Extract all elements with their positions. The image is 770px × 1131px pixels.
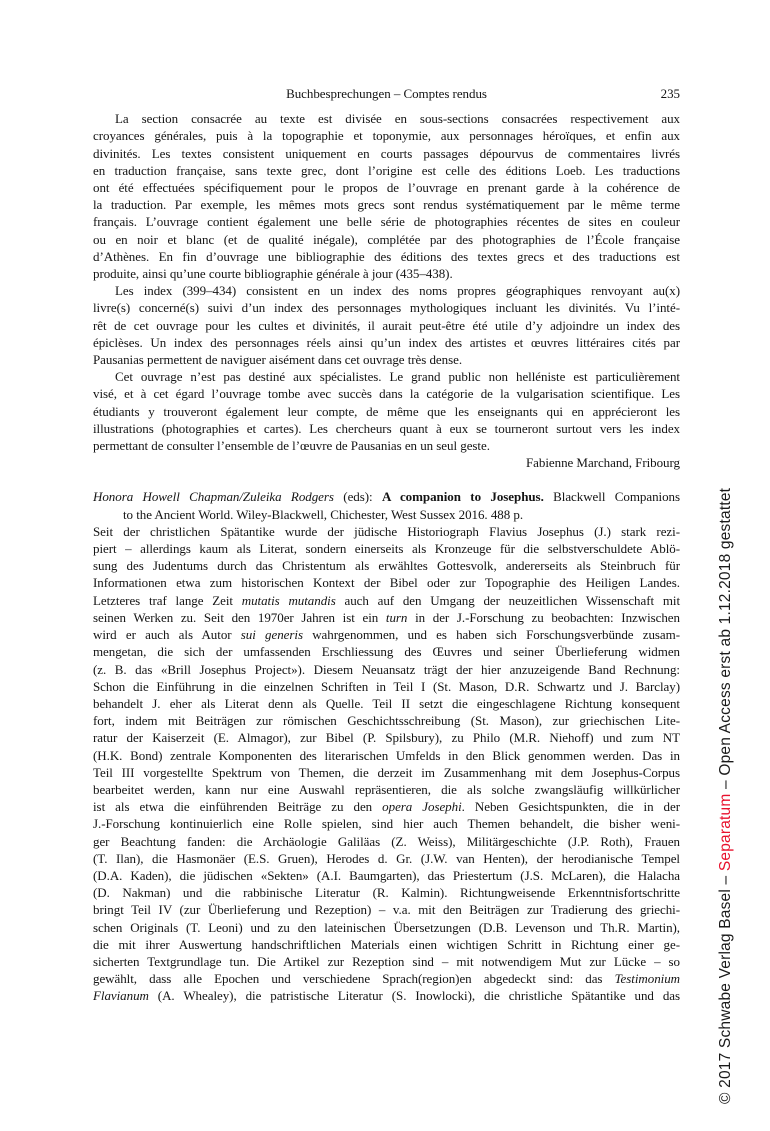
text-line: Pausanias permettent de naviguer aisément dans cet ouvrage très dense. bbox=[93, 352, 463, 368]
paragraph-2 bbox=[93, 282, 680, 368]
text-line: (D. Nakman) und die rabbinische Literatur (R. Kalmin). Richtungweisende Erkenntnisfortschritte bbox=[93, 885, 680, 901]
text-line: étudiants y trouveront également leur compte, de même que les enseignants qui en apprécieront les bbox=[93, 403, 680, 419]
text-line: La section consacrée au texte est divisée en sous-sections consacrées respectivement aux bbox=[115, 111, 680, 127]
text-line: sicherten Textgrundlage tun. Die Artikel zur Rezeption sind – mit notwendigem Mut zur Lücke – so bbox=[93, 953, 680, 969]
text-line: illustrations (photographies et cartes). Les chercheurs quant à eux se tourneront surtout vers les index bbox=[93, 420, 680, 436]
book-citation bbox=[93, 488, 680, 522]
text-line: Honora Howell Chapman/Zuleika Rodgers (eds): A companion to Josephus. Blackwell Companions bbox=[93, 489, 680, 505]
text-line: produite, ainsi qu’une courte bibliographie générale à jour (435–438). bbox=[93, 266, 453, 282]
text-line: (T. Ilan), die Hasmonäer (E.S. Gruen), Herodes d. Gr. (J.W. van Henten), der herodianische Tempel bbox=[93, 850, 680, 866]
text-line: schen Originals (T. Leoni) und zu den lateinischen Übersetzungen (D.B. Levenson und Th.R. Martin), bbox=[93, 919, 680, 935]
text-line: permettant de consulter l’ensemble de l’œuvre de Pausanias en un seul geste. bbox=[93, 438, 490, 454]
text-line: en traduction française, sans texte grec, dont l’origine est celle des éditions Loeb. Les traductions bbox=[93, 162, 680, 178]
copyright-text-left: © 2017 Schwabe Verlag Basel – bbox=[717, 871, 734, 1104]
page-number: 235 bbox=[660, 86, 680, 101]
text-line: Les index (399–434) consistent en un index des noms propres géographiques renvoyant au(x) bbox=[115, 283, 680, 299]
text-line: J.-Forschung kontinuierlich eine Rolle spielen, sind hier auch Themen behandelt, die bisher weni- bbox=[93, 816, 680, 832]
copyright-sidebar bbox=[716, 488, 735, 1104]
text-line: ont été effectuées spécifiquement pour le propos de l’ouvrage en prenant garde à la cohérence de bbox=[93, 180, 680, 196]
running-head: Buchbesprechungen – Comptes rendus bbox=[286, 86, 487, 101]
text-line: gewählt, dass alle Epochen und verschiedene Sprach(region)en abgedeckt sind: das Testimonium bbox=[93, 971, 680, 987]
text-line: Schon die Einführung in die einzelnen Schriften in Teil I (St. Mason, D.R. Schwartz und J. Barclay) bbox=[93, 678, 680, 694]
text-line: Informationen etwa zum historischen Kontext der Bibel oder zur Topographie des Heiligen Landes. bbox=[93, 575, 680, 591]
text-line: (z. B. das «Brill Josephus Project»). Diesem Neuansatz trägt der hier anzuzeigende Band Rechnung: bbox=[93, 661, 680, 677]
paragraph-1 bbox=[93, 110, 680, 282]
text-line: Cet ouvrage n’est pas destiné aux spécialistes. Le grand public non helléniste est particulièrement bbox=[115, 369, 680, 385]
text-line: Seit der christlichen Spätantike wurde der jüdische Historiograph Flavius Josephus (J.) stark rezi- bbox=[93, 523, 680, 539]
text-line: Flavianum (A. Whealey), die patristische Literatur (S. Inowlocki), die christliche Spätantike und das bbox=[93, 988, 680, 1004]
text-line: seinen Werken zu. Seit den 1970er Jahren ist ein turn in der J.-Forschung zu beobachten: Inzwischen bbox=[93, 609, 680, 625]
reviewer-signature: Fabienne Marchand, Fribourg bbox=[525, 455, 680, 471]
review-josephus bbox=[93, 488, 680, 1004]
text-line: Letzteres traf lange Zeit mutatis mutandis auch auf den Umgang der neuzeitlichen Wissenschaft mit bbox=[93, 592, 681, 608]
paragraph-3 bbox=[93, 368, 680, 454]
text-line: français. L’ouvrage contient également une belle série de photographies récentes de sites en couleur bbox=[93, 214, 680, 230]
text-line: ist als etwa die einführenden Beiträge zu den opera Josephi. Neben Gesichtspunkten, die in der bbox=[93, 799, 680, 815]
text-line: wird er auch als Autor sui generis wahrgenommen, und es haben sich Forschungsverbünde zusam- bbox=[93, 627, 680, 643]
review-body bbox=[93, 523, 680, 1005]
text-line: croyances générales, puis à la topographie et toponymie, aux personnages héroïques, et enfin aux bbox=[93, 128, 680, 144]
text-line: behandelt J. eher als Literat denn als Quelle. Teil II setzt die eingeschlagene Richtung konsequent bbox=[93, 695, 680, 711]
text-line: to the Ancient World. Wiley-Blackwell, Chichester, West Sussex 2016. 488 p. bbox=[123, 506, 524, 522]
text-line: visé, et à cet égard l’ouvrage tombe avec succès dans la catégorie de la vulgarisation scientifique. Les bbox=[93, 386, 680, 402]
text-line: fort, indem mit Beiträgen zur römischen Geschichtsschreibung (St. Mason), zur griechischen Lite- bbox=[93, 713, 680, 729]
text-line: Teil III vorgestellte Spektrum von Themen, die derzeit im Zusammenhang mit dem Josephus-Corpus bbox=[93, 764, 680, 780]
text-line: la traduction. Par exemple, les mêmes mots grecs sont rendus systématiquement par le même terme bbox=[93, 197, 680, 213]
separatum-label: Separatum bbox=[717, 793, 734, 872]
text-line: rêt de cet ouvrage pour les cultes et divinités, il aurait peut-être été utile d’y adjoindre un index des bbox=[93, 317, 680, 333]
review-pausanias bbox=[93, 110, 680, 471]
copyright-text-right: – Open Access erst ab 1.12.2018 gestattet bbox=[717, 487, 734, 794]
text-line: ratur der Kaiserzeit (E. Almagor), zur Bibel (P. Spilsbury), zu Philo (M.R. Niehoff) und zum NT bbox=[93, 730, 680, 746]
text-line: ger Beachtung fanden: die Archäologie Galiläas (Z. Weiss), Militärgeschichte (J.P. Roth), Frauen bbox=[93, 833, 680, 849]
text-line: livre(s) concerné(s) suivi d’un index des personnages mythologiques incluant les divinités. Vu l’inté- bbox=[93, 300, 680, 316]
text-line: épiclèses. Un index des personnages réels ainsi qu’un index des artistes et œuvres littéraires cités par bbox=[93, 334, 680, 350]
text-line: sung des Judentums durch das Christentum als erwähltes Gottesvolk, andererseits als Steinbruch für bbox=[93, 558, 680, 574]
text-line: piert – allerdings kaum als Literat, sondern einerseits als Kronzeuge für die selbstverschuldete Ablö- bbox=[93, 541, 680, 557]
text-line: ou en noir et blanc (et de qualité inégale), complétée par des photographies de l’École française bbox=[93, 231, 680, 247]
text-line: mengetan, die sich der umfassenden Erschliessung des Œuvres und seiner Überlieferung widmen bbox=[93, 644, 680, 660]
text-line: (H.K. Bond) zentrale Komponenten des literarischen Umfelds in den Blick genommen werden. Das in bbox=[93, 747, 680, 763]
text-line: divinités. Les textes consistent uniquement en courts passages dépourvus de commentaires livrés bbox=[93, 145, 680, 161]
text-line: bringt Teil IV (zur Überlieferung und Rezeption) – v.a. mit den Beiträgen zur Tradierung des griechi- bbox=[93, 902, 680, 918]
text-line: (D.A. Kaden), die jüdischen «Sekten» (A.I. Baumgarten), das Priestertum (J.S. McLaren), die Halacha bbox=[93, 867, 680, 883]
text-column bbox=[93, 85, 680, 1005]
text-line: bearbeitet werden, kann nur eine Auswahl repräsentieren, die als solche zwangsläufig willkürlicher bbox=[93, 781, 680, 797]
page-header bbox=[93, 85, 680, 102]
text-line: d’Athènes. En fin d’ouvrage une bibliographie des éditions des textes grecs et des traductions est bbox=[93, 248, 680, 264]
text-line: die mit ihrer Auswertung handschriftlichen Materials einen wichtigen Schritt in Richtung einer ge- bbox=[93, 936, 680, 952]
